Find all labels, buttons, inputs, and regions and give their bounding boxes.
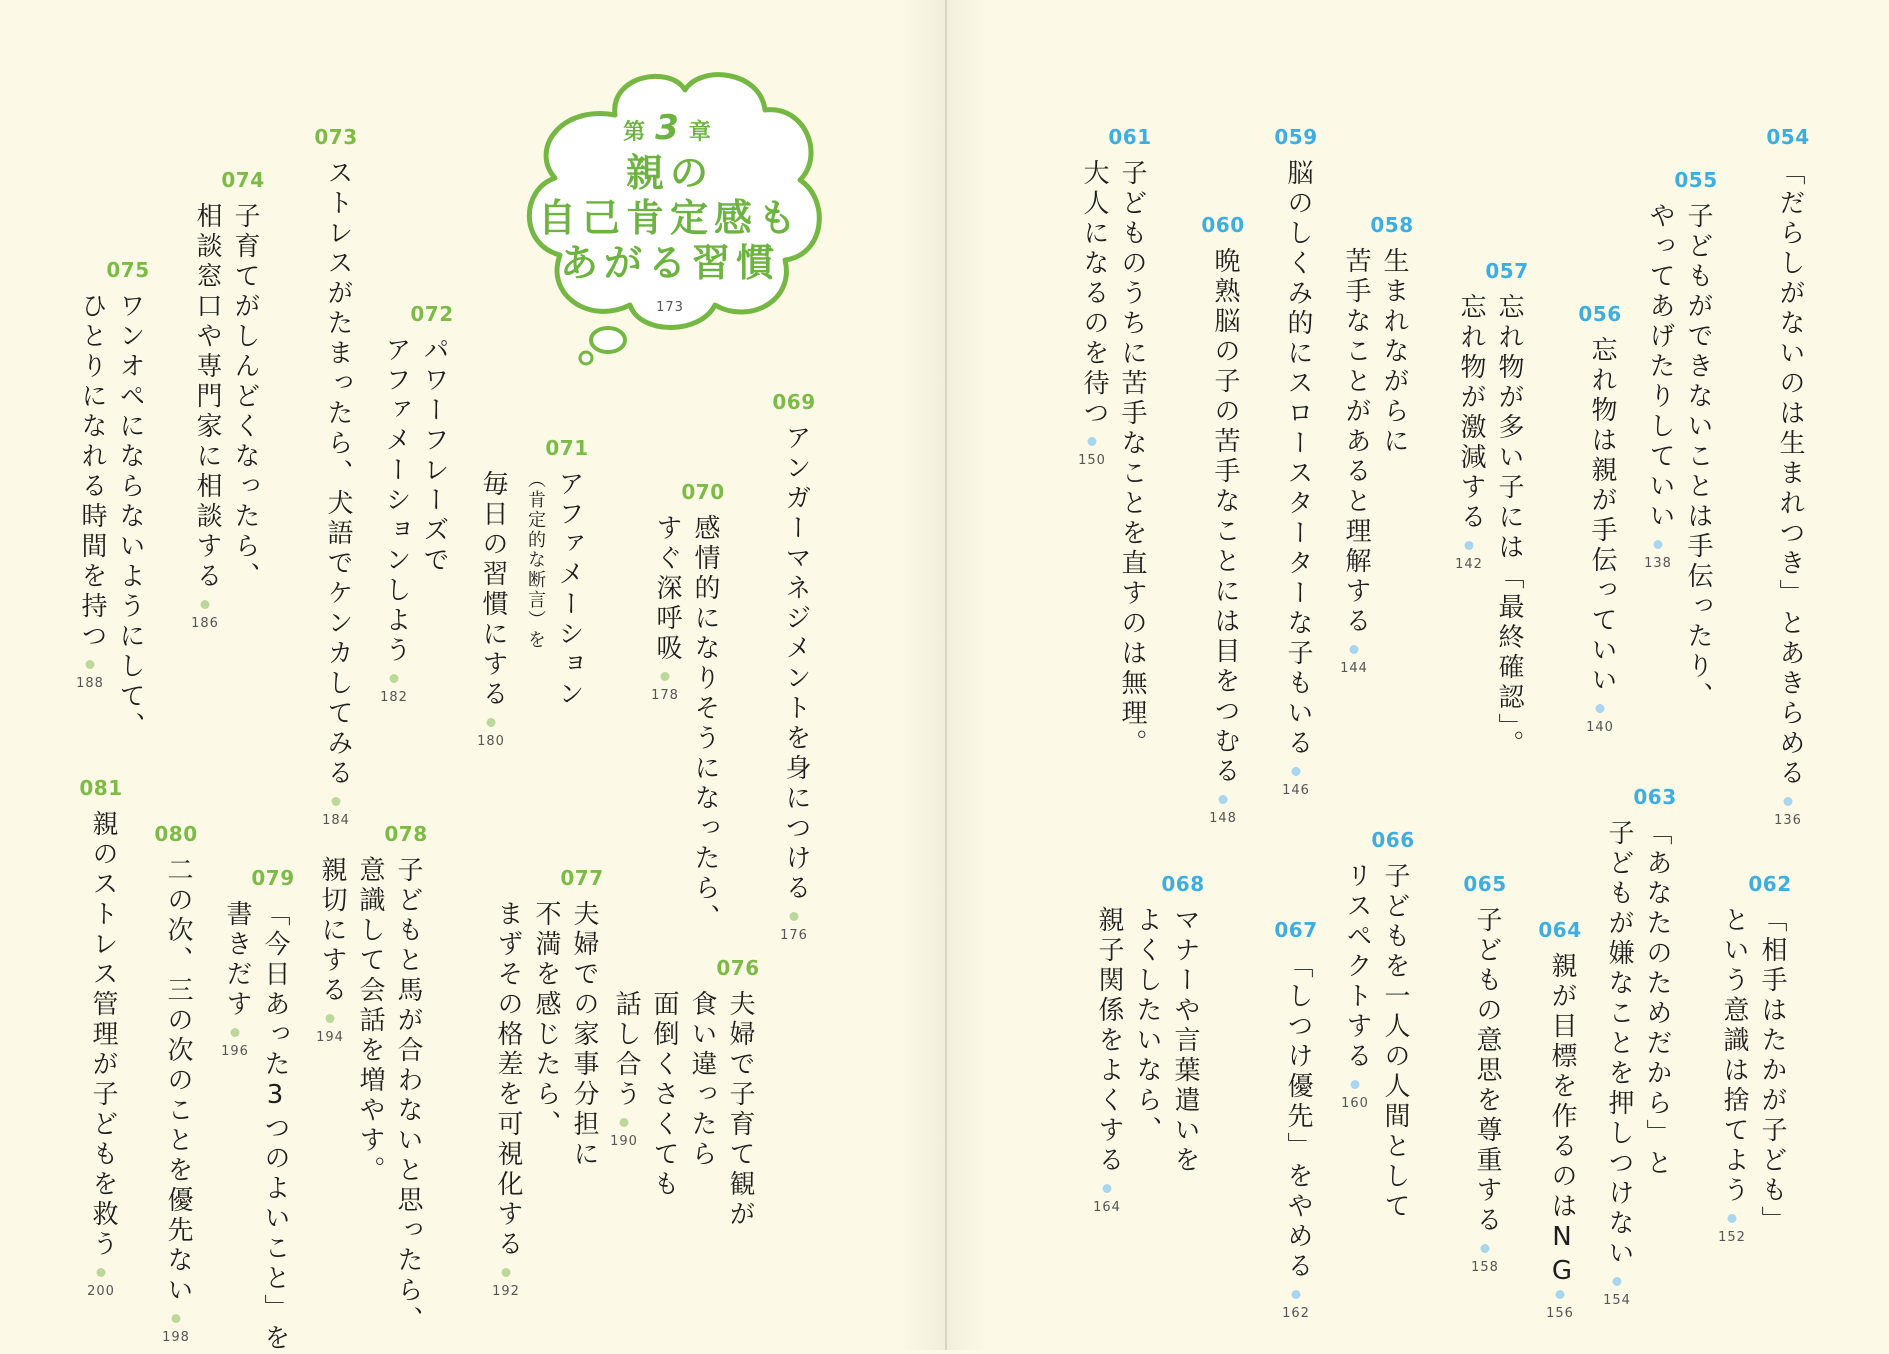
toc-entry-page-number: 148 <box>1209 811 1237 826</box>
toc-entry-title-line: 食い違ったら <box>687 990 717 1170</box>
toc-entry[interactable] <box>191 168 265 631</box>
toc-entry-number: 073 <box>314 125 358 149</box>
toc-entry-title-line: 話し合う <box>611 990 641 1110</box>
toc-entry-page-number: 176 <box>780 928 808 943</box>
chapter-title-line-1: 親の <box>625 151 714 195</box>
toc-entry-page-number: 152 <box>1718 1230 1746 1245</box>
toc-entry-title-line: アンガーマネジメントを身につける <box>781 424 811 904</box>
chapter-label-prefix: 第 <box>623 120 652 145</box>
toc-entry-number: 068 <box>1161 872 1205 896</box>
toc-entry[interactable] <box>154 822 198 1345</box>
toc-entry[interactable] <box>1078 125 1152 759</box>
toc-entry[interactable] <box>79 776 123 1299</box>
toc-bullet-dot <box>1596 704 1605 713</box>
toc-entry-title-line: 不満を感じたら、 <box>531 900 561 1140</box>
toc-entry-title-line: 親のストレス管理が子どもを救う <box>88 810 118 1260</box>
toc-entry-number: 080 <box>154 822 198 846</box>
toc-entry-number: 072 <box>410 302 454 326</box>
toc-entry-page-number: 154 <box>1603 1293 1631 1308</box>
toc-entry-page-number: 186 <box>191 616 219 631</box>
toc-entry-number: 065 <box>1463 872 1507 896</box>
toc-entry[interactable] <box>1718 872 1792 1245</box>
toc-entry-page-number: 136 <box>1774 813 1802 828</box>
toc-entry-title-line: アファメーション <box>554 470 584 710</box>
toc-entry-number: 055 <box>1674 168 1718 192</box>
toc-entry-page-number: 178 <box>651 688 679 703</box>
toc-bullet-dot <box>1728 1214 1737 1223</box>
toc-bullet-dot <box>1465 541 1474 550</box>
toc-bullet-dot <box>86 660 95 669</box>
chapter-number: 3 <box>655 108 685 148</box>
toc-entry-title-line: 「今日あった3つのよいこと」を <box>260 900 290 1354</box>
chapter-label <box>520 108 820 148</box>
toc-bullet-dot <box>1784 797 1793 806</box>
toc-entry-number: 071 <box>545 436 589 460</box>
toc-entry-title-line: 「しつけ優先」をやめる <box>1283 952 1313 1282</box>
toc-entry[interactable] <box>1766 125 1810 828</box>
chapter-heading-cloud <box>520 60 840 370</box>
toc-entry-number: 063 <box>1633 785 1677 809</box>
toc-entry[interactable] <box>492 866 604 1299</box>
toc-entry[interactable] <box>314 125 358 828</box>
toc-bullet-dot <box>1088 437 1097 446</box>
toc-entry-title-line: 子どものうちに苦手なことを直すのは無理。 <box>1117 159 1147 759</box>
toc-bullet-dot <box>97 1268 106 1277</box>
toc-entry-title-line: 夫婦での家事分担に <box>569 900 599 1170</box>
toc-entry-title-line: 面倒くさくても <box>649 990 679 1200</box>
toc-entry-title-line: 子どもを一人の人間として <box>1380 862 1410 1222</box>
toc-bullet-dot <box>620 1118 629 1127</box>
toc-bullet-dot <box>390 674 399 683</box>
book-spine <box>945 0 947 1350</box>
toc-bullet-dot <box>1350 645 1359 654</box>
toc-entry-number: 057 <box>1485 259 1529 283</box>
toc-entry-page-number: 142 <box>1455 557 1483 572</box>
toc-entry-page-number: 192 <box>492 1284 520 1299</box>
toc-entry-number: 067 <box>1274 918 1318 942</box>
toc-entry[interactable] <box>772 390 816 943</box>
toc-bullet-dot <box>1613 1277 1622 1286</box>
toc-bullet-dot <box>1292 767 1301 776</box>
toc-entry-number: 074 <box>221 168 265 192</box>
toc-entry[interactable] <box>76 258 150 742</box>
toc-entry-title-line: 忘れ物は親が手伝っていい <box>1587 336 1617 696</box>
toc-bullet-dot <box>332 797 341 806</box>
toc-entry-number: 075 <box>106 258 150 282</box>
toc-entry-page-number: 180 <box>477 734 505 749</box>
gutter-shadow-right <box>947 0 987 1350</box>
toc-entry-title-line: 「相手はたかが子ども」 <box>1757 906 1787 1236</box>
toc-entry-number: 059 <box>1274 125 1318 149</box>
toc-entry-page-number: 198 <box>162 1330 190 1345</box>
toc-entry-number: 061 <box>1108 125 1152 149</box>
toc-entry-number: 064 <box>1538 918 1582 942</box>
toc-entry-title-line: （肯定的な断言）を <box>525 470 546 650</box>
toc-entry[interactable] <box>651 480 725 934</box>
toc-entry-page-number: 200 <box>87 1284 115 1299</box>
toc-entry-title-line: 晩熟脳の子の苦手なことには目をつむる <box>1210 247 1240 787</box>
toc-entry-page-number: 164 <box>1093 1200 1121 1215</box>
toc-entry-title-line: リスペクトする <box>1342 862 1372 1072</box>
toc-entry-page-number: 196 <box>221 1044 249 1059</box>
toc-entry-title-line: 忘れ物が激減する <box>1456 293 1486 533</box>
toc-entry-title-line: 毎日の習慣にする <box>478 470 508 710</box>
toc-entry-page-number: 150 <box>1078 453 1106 468</box>
toc-entry-title-line: よくしたいなら、 <box>1132 906 1162 1146</box>
toc-entry-title-line: 子どもと馬が合わないと思ったら、 <box>393 856 423 1336</box>
toc-entry[interactable] <box>477 436 589 749</box>
chapter-title-line-3: あがる習慣 <box>559 241 780 285</box>
toc-entry[interactable] <box>380 302 454 705</box>
toc-entry-page-number: 162 <box>1282 1306 1310 1321</box>
toc-entry-number: 081 <box>79 776 123 800</box>
toc-entry-title-line: 相談窓口や専門家に相談する <box>192 202 222 592</box>
toc-entry-title-line: アファメーションしよう <box>381 336 411 666</box>
toc-entry-number: 056 <box>1578 302 1622 326</box>
toc-entry-title-line: 大人になるのを待つ <box>1079 159 1109 429</box>
toc-entry[interactable] <box>1578 302 1622 735</box>
toc-bullet-dot <box>1292 1290 1301 1299</box>
toc-bullet-dot <box>790 912 799 921</box>
toc-entry-number: 069 <box>772 390 816 414</box>
toc-bullet-dot <box>1351 1080 1360 1089</box>
toc-entry-number: 079 <box>251 866 295 890</box>
toc-bullet-dot <box>1103 1184 1112 1193</box>
toc-entry-page-number: 140 <box>1586 720 1614 735</box>
toc-entry-title-line: 二の次、三の次のことを優先ない <box>163 856 193 1306</box>
toc-bullet-dot <box>1481 1244 1490 1253</box>
toc-entry-page-number: 182 <box>380 690 408 705</box>
toc-entry[interactable] <box>1603 785 1677 1308</box>
toc-entry-title-line: ひとりになれる時間を持つ <box>77 292 107 652</box>
toc-entry-page-number: 160 <box>1341 1096 1369 1111</box>
toc-entry-number: 076 <box>716 956 760 980</box>
toc-bullet-dot <box>1654 540 1663 549</box>
toc-entry-title-line: 意識して会話を増やす。 <box>355 856 385 1186</box>
gutter-shadow-left <box>900 0 945 1350</box>
toc-bullet-dot <box>172 1314 181 1323</box>
toc-entry[interactable] <box>1201 213 1245 826</box>
toc-entry[interactable] <box>1463 872 1507 1275</box>
toc-entry[interactable] <box>1340 213 1414 676</box>
toc-entry-title-line: 「だらしがないのは生まれつき」とあきらめる <box>1775 159 1805 789</box>
toc-entry-number: 077 <box>560 866 604 890</box>
toc-entry-title-line: 感情的になりそうになったら、 <box>690 514 720 934</box>
toc-bullet-dot <box>487 718 496 727</box>
toc-entry-title-line: 親切にする <box>317 856 347 1006</box>
toc-entry-title-line: パワーフレーズで <box>419 336 449 576</box>
toc-entry-title-line: 「あなたのためだから」と <box>1642 819 1672 1179</box>
toc-entry-title-line: やってあげたりしていい <box>1645 202 1675 532</box>
toc-entry-title-line: 子どもが嫌なことを押しつけない <box>1604 819 1634 1269</box>
toc-entry-title-line: 脳のしくみ的にスロースターターな子もいる <box>1283 159 1313 759</box>
toc-entry[interactable] <box>1341 828 1415 1222</box>
toc-entry[interactable] <box>1274 918 1318 1321</box>
chapter-title-line-2: 自己肯定感も <box>537 196 802 240</box>
toc-entry-title-line: 親が目標を作るのはNG <box>1547 952 1577 1290</box>
chapter-page-number: 173 <box>656 300 684 315</box>
toc-entry-title-line: という意識は捨てよう <box>1719 906 1749 1206</box>
toc-entry-number: 060 <box>1201 213 1245 237</box>
toc-entry[interactable] <box>1455 259 1529 760</box>
toc-entry-number: 054 <box>1766 125 1810 149</box>
toc-entry-title-line: 苦手なことがあると理解する <box>1341 247 1371 637</box>
toc-entry-title-line: 子どもの意思を尊重する <box>1472 906 1502 1236</box>
toc-entry-title-line: 生まれながらに <box>1379 247 1409 457</box>
toc-entry-number: 058 <box>1370 213 1414 237</box>
toc-entry-page-number: 138 <box>1644 556 1672 571</box>
toc-entry-title-line: 親子関係をよくする <box>1094 906 1124 1176</box>
toc-entry-number: 070 <box>681 480 725 504</box>
toc-entry-page-number: 194 <box>316 1030 344 1045</box>
toc-entry-title-line: 夫婦で子育て観が <box>725 990 755 1230</box>
toc-entry[interactable] <box>1274 125 1318 798</box>
toc-entry-page-number: 184 <box>322 813 350 828</box>
toc-entry[interactable] <box>221 866 295 1354</box>
toc-bullet-dot <box>201 600 210 609</box>
toc-entry[interactable] <box>1538 918 1582 1321</box>
toc-entry-title-line: まずその格差を可視化する <box>493 900 523 1260</box>
toc-entry[interactable] <box>316 822 428 1336</box>
toc-bullet-dot <box>661 672 670 681</box>
chapter-label-suffix: 章 <box>688 120 717 145</box>
toc-entry-title-line: 子育てがしんどくなったら、 <box>230 202 260 592</box>
toc-entry-title-line: 子どもができないことは手伝ったり、 <box>1683 202 1713 712</box>
toc-entry-number: 062 <box>1748 872 1792 896</box>
toc-entry[interactable] <box>610 956 760 1230</box>
toc-bullet-dot <box>502 1268 511 1277</box>
toc-entry-page-number: 190 <box>610 1134 638 1149</box>
toc-entry-title-line: ワンオペにならないようにして、 <box>115 292 145 742</box>
toc-entry-title-line: 書きだす <box>222 900 252 1020</box>
toc-entry-number: 066 <box>1371 828 1415 852</box>
toc-entry-title-line: マナーや言葉遣いを <box>1170 906 1200 1176</box>
toc-bullet-dot <box>1219 795 1228 804</box>
toc-entry-title-line: ストレスがたまったら、犬語でケンカしてみる <box>323 159 353 789</box>
toc-entry[interactable] <box>1093 872 1205 1215</box>
toc-entry-page-number: 144 <box>1340 661 1368 676</box>
toc-bullet-dot <box>231 1028 240 1037</box>
toc-entry-page-number: 156 <box>1546 1306 1574 1321</box>
toc-entry-title-line: すぐ深呼吸 <box>652 514 682 664</box>
toc-entry-title-line: 忘れ物が多い子には「最終確認」。 <box>1494 293 1524 760</box>
toc-entry[interactable] <box>1644 168 1718 712</box>
toc-entry-page-number: 188 <box>76 676 104 691</box>
toc-entry-page-number: 146 <box>1282 783 1310 798</box>
toc-bullet-dot <box>1556 1290 1565 1299</box>
toc-bullet-dot <box>326 1014 335 1023</box>
toc-entry-number: 078 <box>384 822 428 846</box>
toc-entry-page-number: 158 <box>1471 1260 1499 1275</box>
